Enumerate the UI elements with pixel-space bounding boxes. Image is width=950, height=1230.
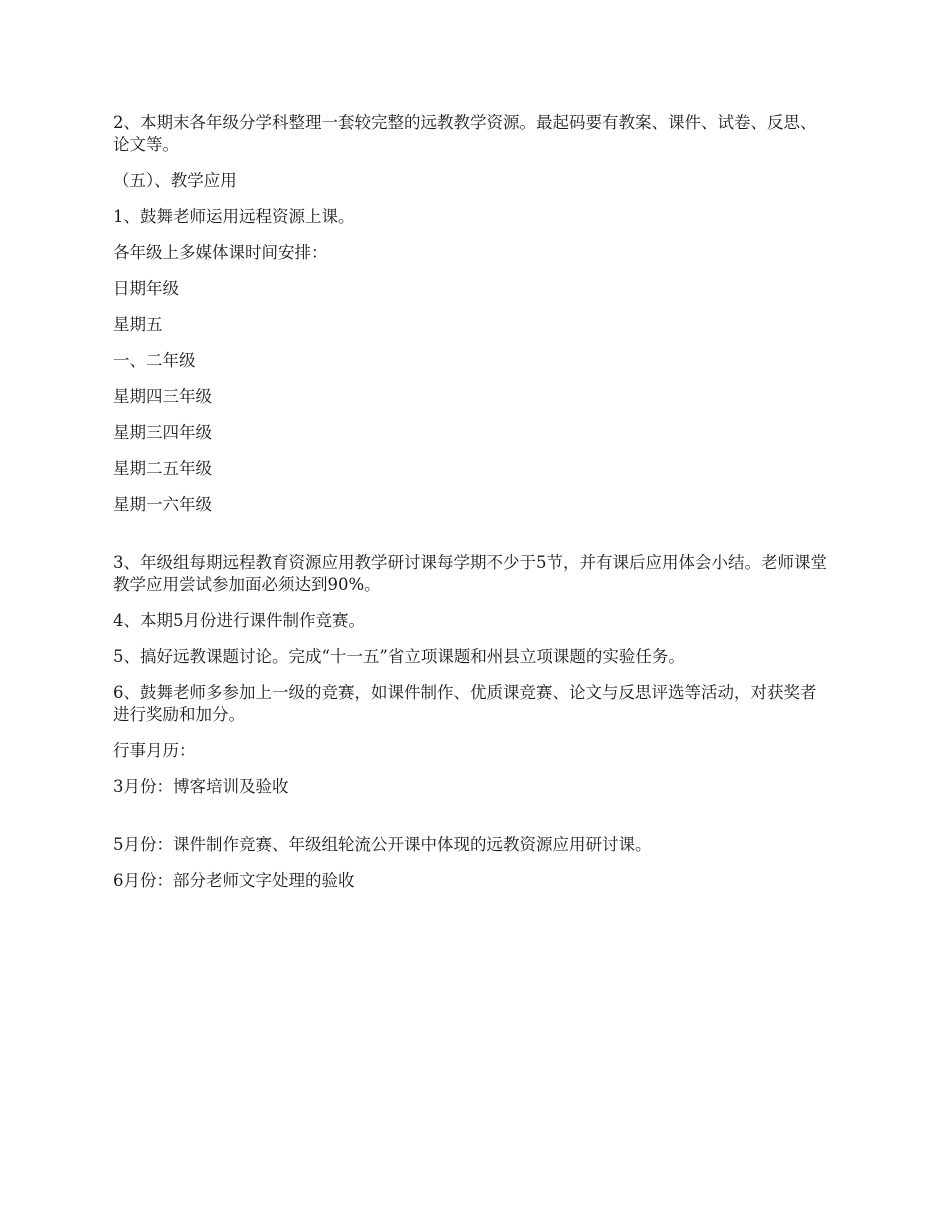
calendar-heading: 行事月历： — [113, 741, 196, 760]
document-body — [113, 112, 828, 906]
schedule-row: 星期四三年级 — [113, 387, 212, 406]
schedule-row: 星期五 — [113, 315, 163, 334]
schedule-row: 一、二年级 — [113, 351, 196, 370]
schedule-header: 日期年级 — [113, 279, 179, 298]
paragraph-item-6: 6、鼓舞老师多参加上一级的竞赛，如课件制作、优质课竞赛、论文与反思评选等活动，对获奖者进行奖励和加分。 — [113, 683, 817, 724]
paragraph-item-3: 3、年级组每期远程教育资源应用教学研讨课每学期不少于5节，并有课后应用体会小结。老师课堂教学应用尝试参加面必须达到90%。 — [113, 553, 827, 594]
schedule-row: 星期三四年级 — [113, 423, 212, 442]
calendar-entry: 5月份：课件制作竞赛、年级组轮流公开课中体现的远教资源应用研讨课。 — [113, 835, 652, 854]
calendar-entry: 3月份：博客培训及验收 — [113, 777, 289, 796]
paragraph-resources: 2、本期末各年级分学科整理一套较完整的远教教学资源。最起码要有教案、课件、试卷、反思、论文等。 — [113, 113, 817, 154]
spacer — [113, 812, 828, 834]
schedule-row: 星期一六年级 — [113, 495, 212, 514]
paragraph-item-4: 4、本期5月份进行课件制作竞赛。 — [113, 611, 365, 630]
section-heading-teaching-application: （五）、教学应用 — [113, 171, 237, 190]
calendar-entry: 6月份：部分老师文字处理的验收 — [113, 871, 355, 890]
schedule-row: 星期二五年级 — [113, 459, 212, 478]
paragraph-schedule-intro: 各年级上多媒体课时间安排： — [113, 243, 328, 262]
spacer — [113, 530, 828, 552]
paragraph-item-5: 5、搞好远教课题讨论。完成“十一五”省立项课题和州县立项课题的实验任务。 — [113, 647, 685, 666]
paragraph-item-1: 1、鼓舞老师运用远程资源上课。 — [113, 207, 355, 226]
